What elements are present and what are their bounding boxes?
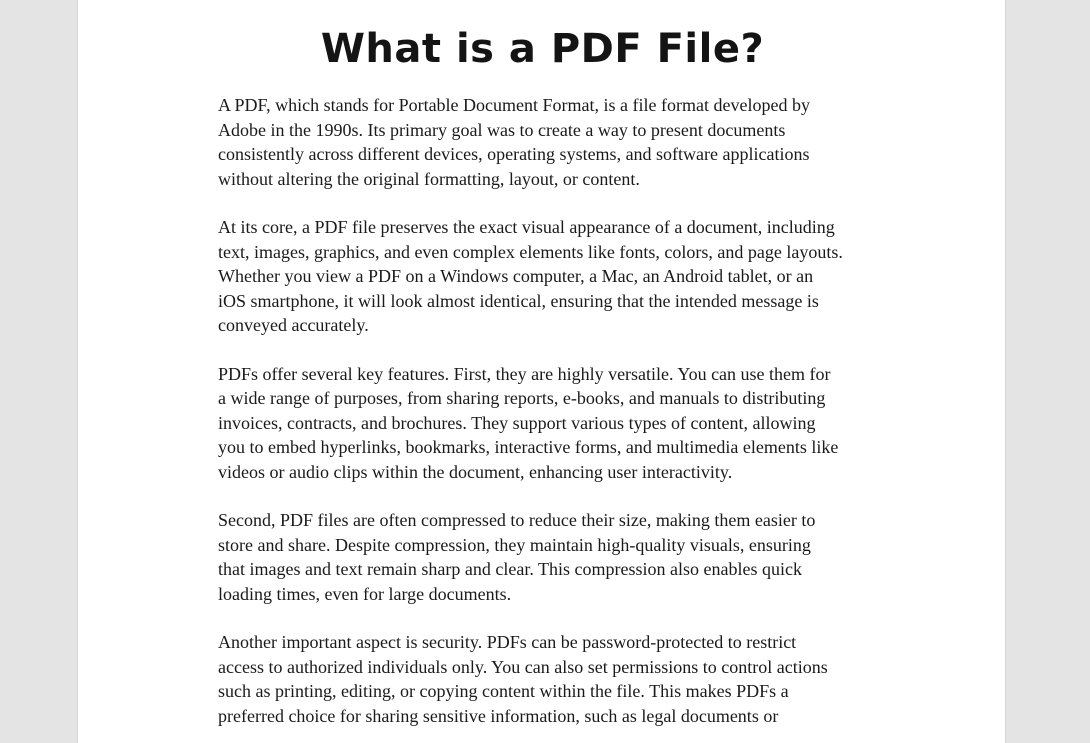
text-line: Adobe in the 1990s. Its primary goal was to create a way to present documents — [218, 119, 786, 140]
text-line: invoices, contracts, and brochures. They support various types of content, allowing — [218, 412, 816, 433]
paragraph — [218, 630, 888, 728]
text-line: such as printing, editing, or copying content within the file. This makes PDFs a — [218, 681, 789, 701]
text-line: Second, PDF files are often compressed to reduce their size, making them easier to — [218, 510, 816, 530]
text-line: without altering the original formatting, layout, or content. — [218, 168, 640, 189]
text-line: a wide range of purposes, from sharing reports, e-books, and manuals to distributing — [218, 388, 826, 408]
text-line: Another important aspect is security. PDFs can be password-protected to restrict — [218, 632, 797, 652]
text-line: that images and text remain sharp and clear. This compression also enables quick — [218, 559, 802, 579]
paragraph — [218, 362, 888, 485]
text-line: you to embed hyperlinks, bookmarks, interactive forms, and multimedia elements like — [218, 437, 839, 457]
text-line: preferred choice for sharing sensitive information, such as legal documents or — [218, 705, 779, 726]
text-line: A PDF, which stands for Portable Document Format, is a file format developed by — [218, 95, 810, 115]
text-line: Whether you view a PDF on a Windows computer, a Mac, an Android tablet, or an — [218, 266, 814, 286]
text-line: loading times, even for large documents. — [218, 583, 512, 604]
text-line: store and share. Despite compression, they maintain high-quality visuals, ensuring — [218, 534, 811, 555]
text-line: text, images, graphics, and even complex elements like fonts, colors, and page layouts. — [218, 241, 843, 262]
document-body — [218, 93, 888, 743]
document-page — [77, 0, 1006, 743]
text-line: conveyed accurately. — [218, 315, 369, 335]
paragraph — [218, 508, 888, 606]
text-line: videos or audio clips within the document, enhancing user interactivity. — [218, 461, 733, 482]
paragraph — [218, 93, 888, 191]
text-line: iOS smartphone, it will look almost identical, ensuring that the intended message is — [218, 290, 819, 311]
text-line: PDFs offer several key features. First, they are highly versatile. You can use them for — [218, 363, 831, 384]
text-line: consistently across different devices, operating systems, and software applications — [218, 144, 810, 164]
text-line: At its core, a PDF file preserves the exact visual appearance of a document, including — [218, 217, 835, 237]
paragraph — [218, 215, 888, 338]
text-line: access to authorized individuals only. You can also set permissions to control actions — [218, 656, 828, 677]
page-title: What is a PDF File? — [320, 26, 765, 72]
